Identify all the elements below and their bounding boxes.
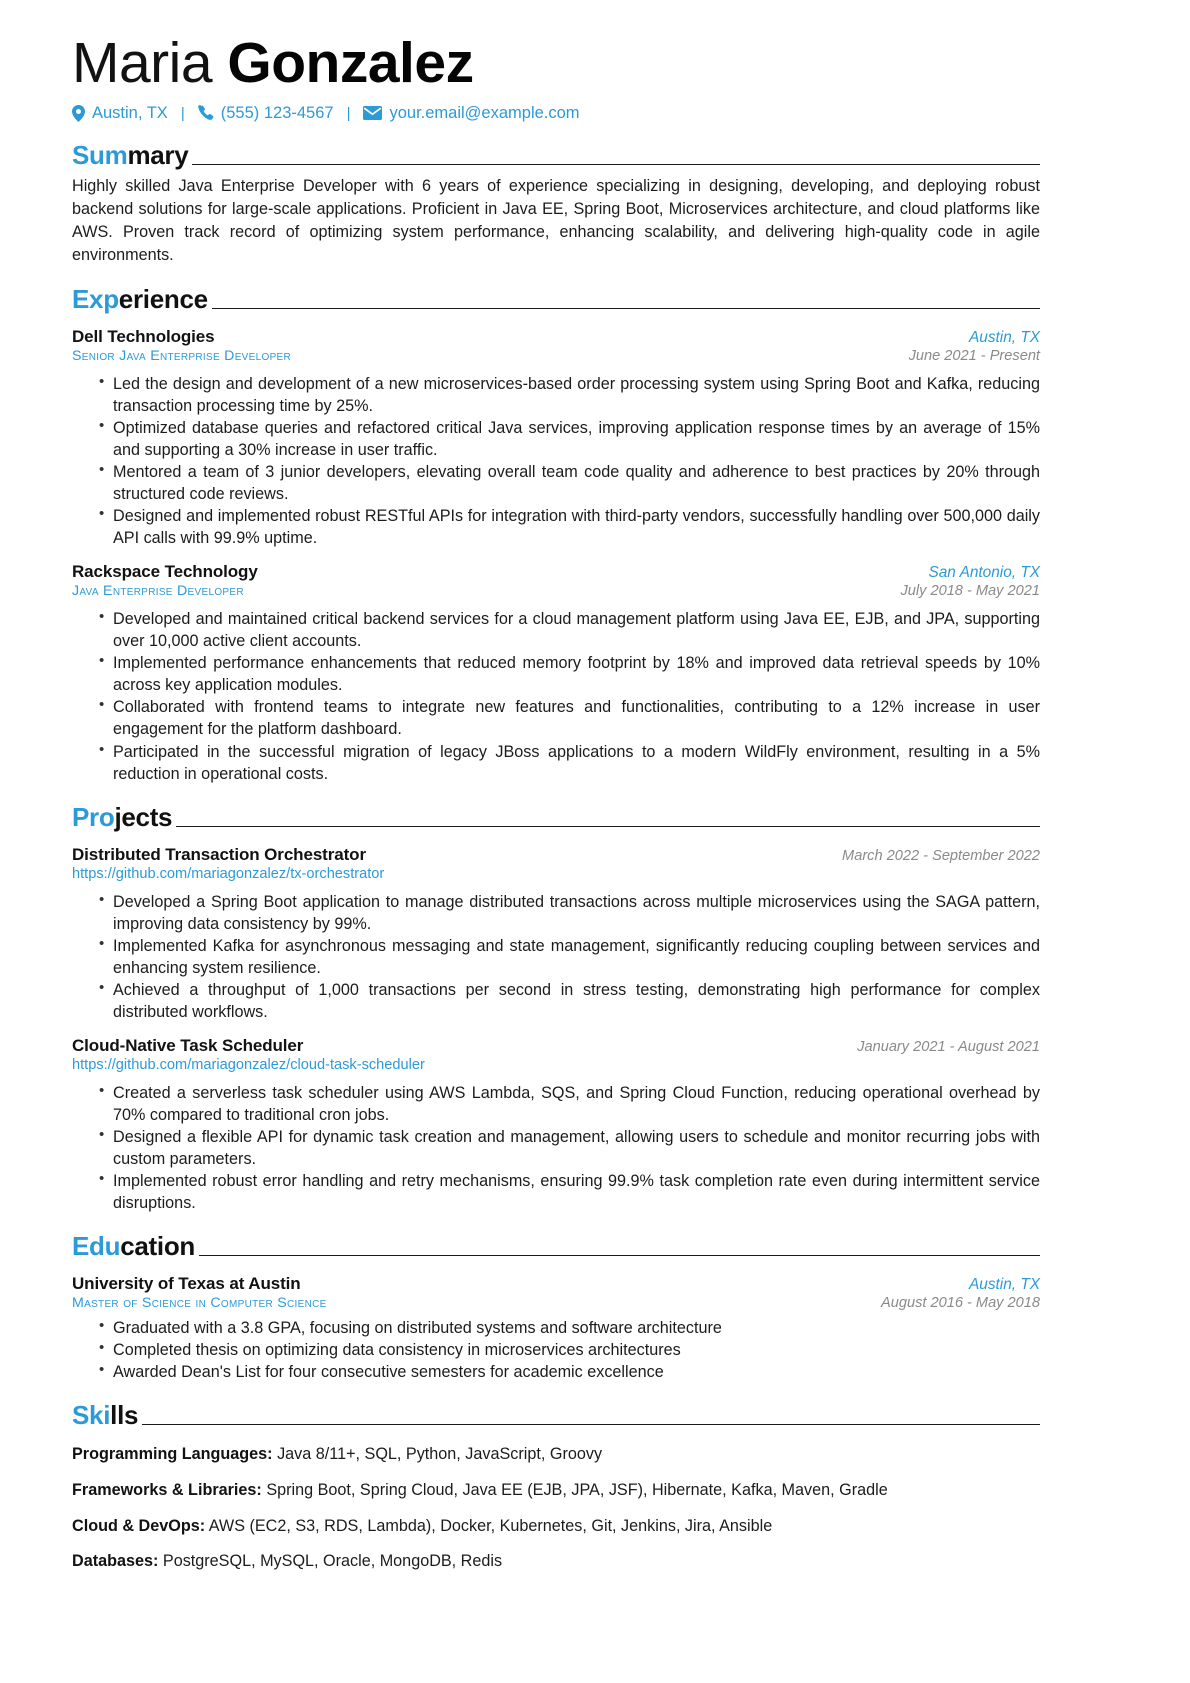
- experience-entry-subheader: [72, 348, 1040, 364]
- envelope-icon: [363, 106, 382, 120]
- contact-phone-text: (555) 123-4567: [220, 103, 334, 122]
- list-item: • Implemented performance enhancements that reduced memory footprint by 18% and improved data retrieval speeds by 10% across key application modules.: [99, 652, 1040, 696]
- skills-heading: [72, 1401, 1040, 1430]
- list-item: • Implemented Kafka for asynchronous messaging and state management, significantly reducing coupling between services and enhancing system resilience.: [99, 935, 1040, 979]
- contact-email-text: your.email@example.com: [389, 103, 580, 122]
- list-item: • Completed thesis on optimizing data consistency in microservices architectures: [99, 1339, 1040, 1361]
- experience-bullet-list: [72, 608, 1040, 784]
- project-entry: [72, 845, 1040, 1023]
- experience-entry: [72, 327, 1040, 549]
- school-name: University of Texas at Austin: [72, 1274, 301, 1294]
- skills-heading-highlight: Ski: [72, 1400, 111, 1431]
- list-item: • Designed and implemented robust RESTful APIs for integration with third-party vendors, successfully handling over 500,000 daily API calls with 99.9% uptime.: [99, 505, 1040, 549]
- list-item: • Led the design and development of a new microservices-based order processing system using Spring Boot and Kafka, reducing transaction processing time by 25%.: [99, 373, 1040, 417]
- section-divider: [199, 1255, 1040, 1256]
- summary-heading-highlight: Sum: [72, 139, 128, 170]
- contact-bar: [72, 104, 1040, 123]
- project-entry-subheader: [72, 866, 1040, 882]
- project-url-link[interactable]: https://github.com/mariagonzalez/cloud-task-scheduler: [72, 1056, 425, 1073]
- experience-entry-header: [72, 562, 1040, 582]
- list-item: • Collaborated with frontend teams to integrate new features and functionalities, contributing to a 12% increase in user engagement for the platform dashboard.: [99, 696, 1040, 740]
- contact-separator-2: |: [346, 104, 351, 122]
- skill-row: [72, 1443, 1040, 1466]
- education-heading-rest: cation: [120, 1231, 195, 1262]
- experience-heading-rest: erience: [118, 283, 208, 314]
- degree-title: Master of Science in Computer Science: [72, 1295, 327, 1312]
- list-item: • Awarded Dean's List for four consecutive semesters for academic excellence: [99, 1361, 1040, 1383]
- section-projects: [72, 803, 1040, 1214]
- experience-heading-highlight: Exp: [72, 283, 119, 314]
- experience-entry: [72, 562, 1040, 784]
- last-name: Gonzalez: [227, 31, 474, 95]
- school-location: Austin, TX: [969, 1276, 1040, 1294]
- section-divider: [212, 308, 1040, 309]
- contact-location-text: Austin, TX: [92, 103, 168, 122]
- section-summary: [72, 141, 1040, 267]
- job-title: Senior Java Enterprise Developer: [72, 348, 292, 365]
- job-title: Java Enterprise Developer: [72, 583, 244, 600]
- list-item: • Designed a flexible API for dynamic task creation and management, allowing users to schedule and monitor recurring jobs with custom parameters.: [99, 1126, 1040, 1170]
- experience-heading: [72, 285, 1040, 314]
- list-item: • Participated in the successful migration of legacy JBoss applications to a modern WildFly environment, resulting in a 5% reduction in operational costs.: [99, 741, 1040, 785]
- summary-heading: [72, 141, 1040, 170]
- experience-entry-subheader: [72, 583, 1040, 599]
- summary-heading-text: [72, 141, 188, 170]
- list-item: • Graduated with a 3.8 GPA, focusing on distributed systems and software architecture: [99, 1317, 1040, 1339]
- section-divider: [142, 1424, 1040, 1425]
- skill-items: Java 8/11+, SQL, Python, JavaScript, Groovy: [277, 1445, 603, 1464]
- employer-location: Austin, TX: [969, 329, 1040, 347]
- experience-entry-header: [72, 327, 1040, 347]
- education-entry-subheader: [72, 1295, 1040, 1311]
- education-entry-header: [72, 1274, 1040, 1294]
- section-education: [72, 1232, 1040, 1383]
- section-divider: [192, 164, 1040, 165]
- education-entry: [72, 1274, 1040, 1383]
- employer-name: Rackspace Technology: [72, 562, 258, 582]
- skills-heading-text: [72, 1401, 138, 1430]
- project-bullet-list: [72, 891, 1040, 1023]
- contact-separator-1: |: [180, 104, 185, 122]
- project-name: Cloud-Native Task Scheduler: [72, 1035, 304, 1055]
- project-entry-header: [72, 1036, 1040, 1056]
- project-dates: January 2021 - August 2021: [857, 1038, 1040, 1055]
- skill-row: [72, 1550, 1040, 1573]
- project-url-link[interactable]: https://github.com/mariagonzalez/tx-orchestrator: [72, 865, 385, 882]
- employment-dates: July 2018 - May 2021: [900, 583, 1040, 600]
- education-heading: [72, 1232, 1040, 1261]
- list-item: • Developed and maintained critical backend services for a cloud management platform using Java EE, EJB, and JPA, supporting over 10,000 active client accounts.: [99, 608, 1040, 652]
- experience-bullet-list: [72, 373, 1040, 549]
- skills-heading-rest: lls: [110, 1400, 139, 1431]
- skill-category: Programming Languages:: [72, 1445, 273, 1464]
- list-item: • Achieved a throughput of 1,000 transactions per second in stress testing, demonstrating high performance for complex distributed workflows.: [99, 979, 1040, 1023]
- section-skills: [72, 1401, 1040, 1573]
- project-dates: March 2022 - September 2022: [842, 847, 1040, 864]
- contact-email[interactable]: [363, 104, 579, 123]
- experience-heading-text: [72, 285, 208, 314]
- skill-category: Databases:: [72, 1552, 159, 1571]
- list-item: • Optimized database queries and refactored critical Java services, improving application response times by an average of 15% and supporting a 30% increase in user traffic.: [99, 417, 1040, 461]
- section-experience: [72, 285, 1040, 785]
- summary-heading-rest: mary: [127, 139, 189, 170]
- contact-phone[interactable]: [198, 104, 334, 123]
- project-name: Distributed Transaction Orchestrator: [72, 844, 366, 864]
- project-entry: [72, 1036, 1040, 1214]
- list-item: • Mentored a team of 3 junior developers, elevating overall team code quality and adherence to best practices by 20% through structured code reviews.: [99, 461, 1040, 505]
- employer-location: San Antonio, TX: [928, 564, 1040, 582]
- section-divider: [176, 826, 1040, 827]
- project-entry-subheader: [72, 1057, 1040, 1073]
- education-heading-text: [72, 1232, 195, 1261]
- list-item: • Created a serverless task scheduler using AWS Lambda, SQS, and Spring Cloud Function, reducing operational overhead by 70% compared to traditional cron jobs.: [99, 1082, 1040, 1126]
- skill-items: PostgreSQL, MySQL, Oracle, MongoDB, Redis: [162, 1552, 503, 1571]
- skill-items: Spring Boot, Spring Cloud, Java EE (EJB, JPA, JSF), Hibernate, Kafka, Maven, Gradle: [266, 1481, 888, 1500]
- projects-heading-rest: jects: [114, 801, 173, 832]
- contact-location[interactable]: [72, 104, 168, 123]
- skill-items: AWS (EC2, S3, RDS, Lambda), Docker, Kubernetes, Git, Jenkins, Jira, Ansible: [208, 1516, 773, 1535]
- location-pin-icon: [72, 105, 85, 122]
- resume-header: [72, 31, 1040, 123]
- candidate-name: [72, 31, 1040, 95]
- list-item: • Developed a Spring Boot application to manage distributed transactions across multiple microservices using the SAGA pattern, improving data consistency by 99%.: [99, 891, 1040, 935]
- education-heading-highlight: Edu: [72, 1231, 121, 1262]
- list-item: • Implemented robust error handling and retry mechanisms, ensuring 99.9% task completion rate even during intermittent service disruptions.: [99, 1170, 1040, 1214]
- skill-category: Frameworks & Libraries:: [72, 1481, 262, 1500]
- employment-dates: June 2021 - Present: [908, 348, 1040, 365]
- first-name: Maria: [72, 31, 213, 95]
- education-bullet-list: [72, 1317, 1040, 1383]
- skill-row: [72, 1515, 1040, 1538]
- projects-heading-text: [72, 803, 172, 832]
- projects-heading: [72, 803, 1040, 832]
- projects-heading-highlight: Pro: [72, 801, 115, 832]
- phone-icon: [198, 105, 214, 121]
- education-dates: August 2016 - May 2018: [880, 1295, 1040, 1312]
- summary-text: Highly skilled Java Enterprise Developer with 6 years of experience specializing in designing, developing, and deploying robust backend solutions for large-scale applications. Proficient in Java EE, Spring Boot, Microservices architecture, and cloud platforms like AWS. Proven track record of optimizing system performance, enhancing scalability, and delivering high-quality code in agile environments.: [72, 176, 1040, 264]
- project-entry-header: [72, 845, 1040, 865]
- skill-row: [72, 1479, 1040, 1502]
- skill-category: Cloud & DevOps:: [72, 1516, 206, 1535]
- project-bullet-list: [72, 1082, 1040, 1214]
- employer-name: Dell Technologies: [72, 327, 215, 347]
